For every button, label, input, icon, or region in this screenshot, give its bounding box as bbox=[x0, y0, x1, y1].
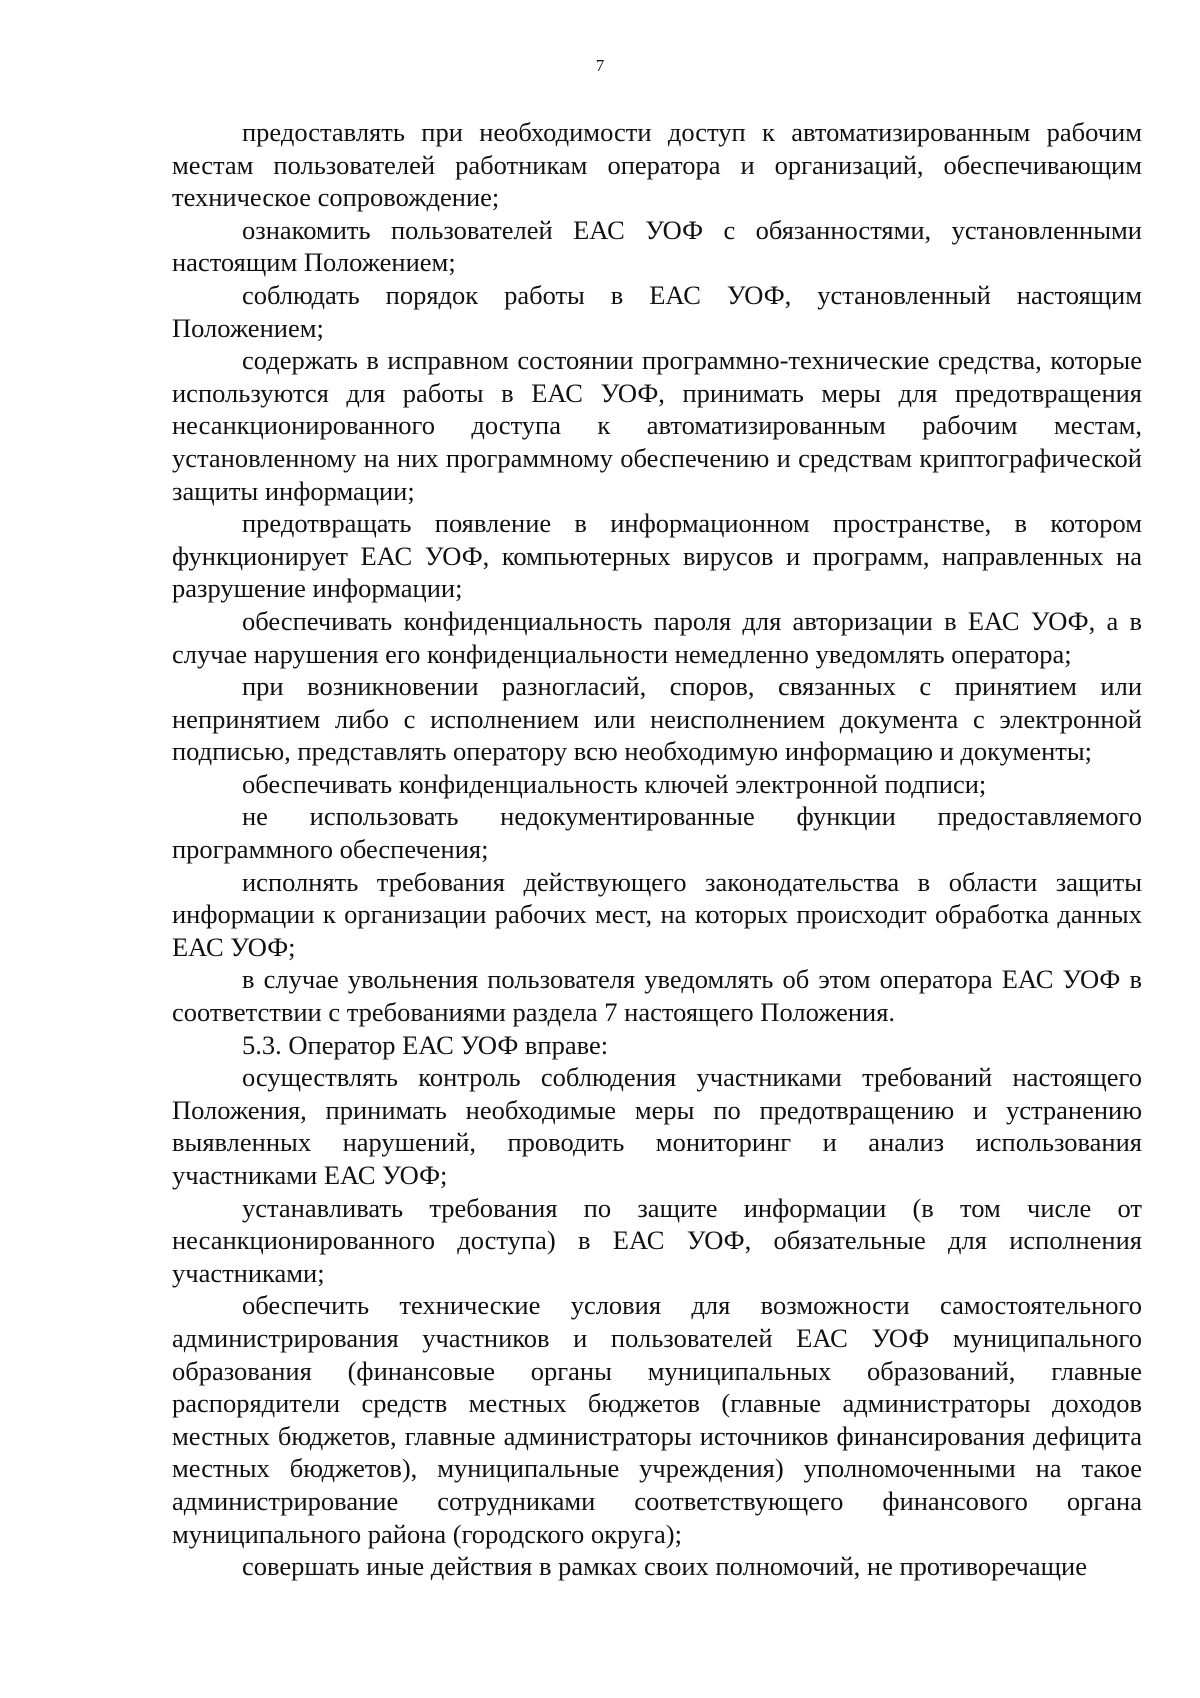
document-body bbox=[172, 116, 1142, 1583]
paragraph-user-dismissal: в случае увольнения пользователя уведомлять об этом оператора ЕАС УОФ в соответствии с требованиями раздела 7 настоящего Положения. bbox=[172, 964, 1142, 1028]
paragraph-provide-access: предоставлять при необходимости доступ к автоматизированным рабочим местам пользователей работникам оператора и организаций, обеспечивающим техническое сопровождение; bbox=[172, 117, 1142, 213]
page-number: 7 bbox=[595, 56, 605, 75]
paragraph-workplace-requirements: исполнять требования действующего законодательства в области защиты информации к организации рабочих мест, на которых происходит обработка данных ЕАС УОФ; bbox=[172, 866, 1142, 962]
section-heading-5-3: 5.3. Оператор ЕАС УОФ вправе: bbox=[242, 1029, 609, 1060]
paragraph-password-confidentiality: обеспечивать конфиденциальность пароля для авторизации в ЕАС УОФ, а в случае нарушения его конфиденциальности немедленно уведомлять оператора; bbox=[172, 605, 1142, 669]
paragraph-follow-procedure: соблюдать порядок работы в ЕАС УОФ, установленный настоящим Положением; bbox=[172, 279, 1142, 343]
paragraph-security-requirements: устанавливать требования по защите информации (в том числе от несанкционированного доступа) в ЕАС УОФ, обязательные для исполнения участниками; bbox=[172, 1192, 1142, 1288]
paragraph-key-confidentiality: обеспечивать конфиденциальность ключей электронной подписи; bbox=[242, 768, 987, 799]
paragraph-familiarize-users: ознакомить пользователей ЕАС УОФ с обязанностями, установленными настоящим Положением; bbox=[172, 214, 1142, 278]
paragraph-control-compliance: осуществлять контроль соблюдения участниками требований настоящего Положения, принимать необходимые меры по предотвращению и устранению выявленных нарушений, проводить мониторинг и анализ использования участниками ЕАС УОФ; bbox=[172, 1062, 1142, 1190]
paragraph-other-actions: совершать иные действия в рамках своих полномочий, не противоречащие bbox=[242, 1551, 1087, 1582]
paragraph-prevent-viruses: предотвращать появление в информационном пространстве, в котором функционирует ЕАС УОФ, компьютерных вирусов и программ, направленных на разрушение информации; bbox=[172, 508, 1142, 604]
paragraph-technical-conditions: обеспечить технические условия для возможности самостоятельного администрирования участников и пользователей ЕАС УОФ муниципального образования (финансовые органы муниципальных образований, главные распорядители средств местных бюджетов (главные администраторы доходов местных бюджетов, главные администраторы источников финансирования дефицита местных бюджетов), муниципальные учреждения) уполномоченными на такое администрирование сотрудниками соответствующего финансового органа муниципального района (городского округа); bbox=[172, 1290, 1142, 1549]
paragraph-maintain-equipment: содержать в исправном состоянии программно-технические средства, которые используются для работы в ЕАС УОФ, принимать меры для предотвращения несанкционированного доступа к автоматизированным рабочим местам, установленному на них программному обеспечению и средствам криптографической защиты информации; bbox=[172, 345, 1142, 506]
paragraph-disputes: при возникновении разногласий, споров, связанных с принятием или непринятием либо с исполнением или неисполнением документа с электронной подписью, представлять оператору всю необходимую информацию и документы; bbox=[172, 671, 1142, 767]
paragraph-undocumented-functions: не использовать недокументированные функции предоставляемого программного обеспечения; bbox=[172, 801, 1142, 865]
